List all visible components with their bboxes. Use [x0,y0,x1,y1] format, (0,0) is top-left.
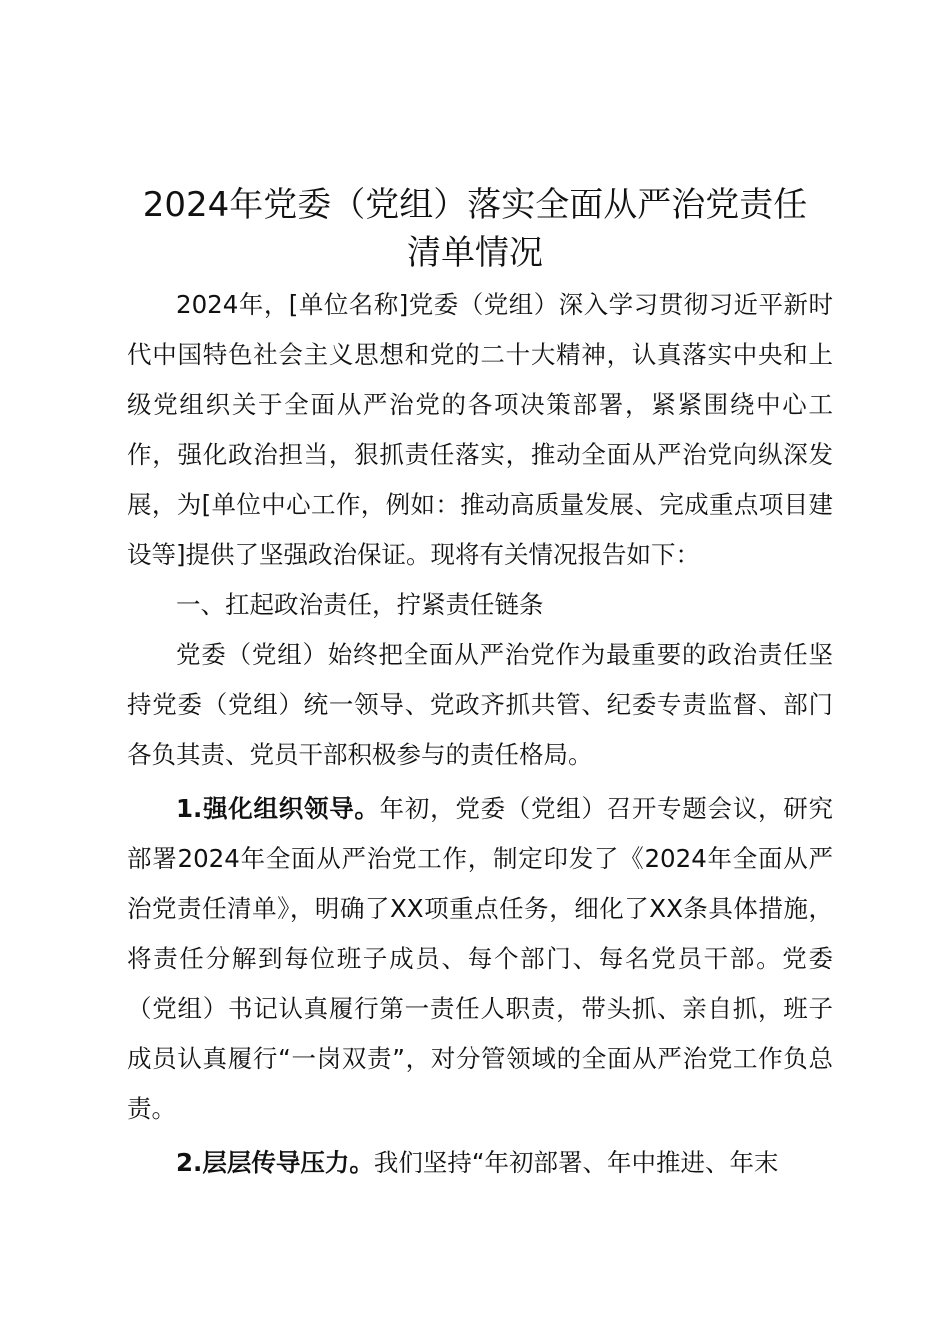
item-lead: 2.层层传导压力。 [176,1148,374,1177]
paragraph-item-2 [127,1138,833,1188]
section-heading [127,580,833,630]
document-body [127,280,833,1188]
paragraph-text: 我们坚持“年初部署、年中推进、年末 [373,1148,779,1177]
item-lead: 1.强化组织领导。 [176,794,380,823]
paragraph-intro [127,280,833,580]
section-heading-text: 一、扛起政治责任，拧紧责任链条 [176,590,544,619]
paragraph-text: 2024年，[单位名称]党委（党组）深入学习贯彻习近平新时代中国特色社会主义思想和党的二十大精神，认真落实中央和上级党组织关于全面从严治党的各项决策部署，紧紧围绕中心工作，强化政治担当，狠抓责任落实，推动全面从严治党向纵深发展，为[单位中心工作，例如：推动高质量发展、完成重点项目建设等]提供了坚强政治保证。现将有关情况报告如下： [127,290,833,569]
document-title-line-2: 清单情况 [407,233,543,273]
paragraph-section-intro [127,630,833,780]
paragraph-text: 年初，党委（党组）召开专题会议，研究部署2024年全面从严治党工作，制定印发了《2024年全面从严治党责任清单》，明确了XX项重点任务，细化了XX条具体措施，将责任分解到每位班子成员、每个部门、每名党员干部。党委（党组）书记认真履行第一责任人职责，带头抓、亲自抓，班子成员认真履行“一岗双责”，对分管领域的全面从严治党工作负总责。 [127,794,834,1123]
paragraph-text: 党委（党组）始终把全面从严治党作为最重要的政治责任坚持党委（党组）统一领导、党政齐抓共管、纪委专责监督、部门各负其责、党员干部积极参与的责任格局。 [127,640,833,769]
document-title-line-1: 2024年党委（党组）落实全面从严治党责任 [142,185,808,225]
paragraph-item-1 [127,784,833,1134]
